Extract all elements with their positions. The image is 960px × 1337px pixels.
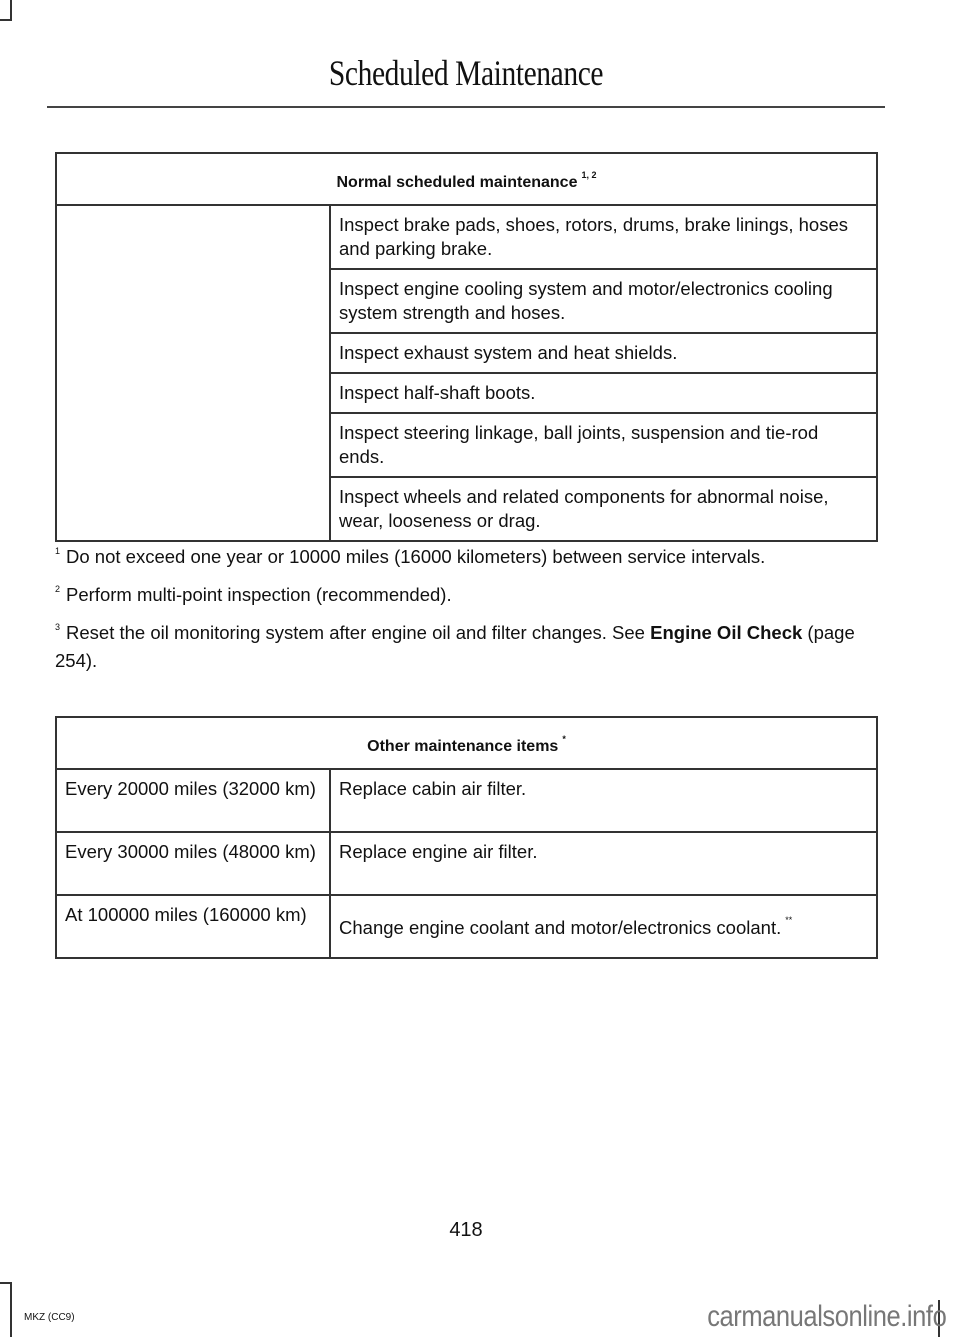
table-row: Inspect steering linkage, ball joints, suspension and tie-rod ends. <box>330 413 877 477</box>
page-title: Scheduled Maintenance <box>328 53 604 93</box>
table-row: Inspect engine cooling system and motor/electronics cooling system strength and hoses. <box>330 269 877 333</box>
watermark: carmanualsonline.info <box>706 1300 946 1333</box>
footnote: $^2$ Perform multi-point inspection (recommended). <box>55 584 452 605</box>
table-row: Inspect wheels and related components for abnormal noise, wear, looseness or drag. <box>330 477 877 541</box>
normal-maintenance-table <box>55 152 878 542</box>
engine-oil-check-link[interactable]: Engine Oil Check <box>650 622 803 643</box>
table-header: Normal scheduled maintenance $^{1, 2}$ <box>56 153 877 205</box>
other-maintenance-table <box>55 716 878 959</box>
crop-mark <box>10 0 12 20</box>
title-rule <box>47 106 885 108</box>
table-row: Inspect half-shaft boots. <box>330 373 877 413</box>
table-row: Inspect exhaust system and heat shields. <box>330 333 877 373</box>
crop-mark <box>10 1282 12 1337</box>
footnote: $^1$ Do not exceed one year or 10000 miles (16000 kilometers) between service intervals. <box>55 546 766 567</box>
interval-cell <box>56 205 330 541</box>
table-row: Inspect brake pads, shoes, rotors, drums, brake linings, hoses and parking brake. <box>330 205 877 269</box>
crop-mark <box>0 1282 12 1284</box>
crop-mark <box>0 19 12 21</box>
table-row: Every 30000 miles (48000 km) Replace engine air filter. <box>56 832 877 895</box>
table-header: Other maintenance items * <box>56 717 877 769</box>
page-number: 418 <box>449 1219 483 1241</box>
table-row: Every 20000 miles (32000 km) Replace cabin air filter. <box>56 769 877 832</box>
table-row: At 100000 miles (160000 km) Change engine coolant and motor/electronics coolant. ** <box>56 895 877 958</box>
footnote: $^3$ Reset the oil monitoring system after engine oil and filter changes. See Engine Oil Check (page 254). <box>55 622 855 671</box>
model-label: MKZ (CC9) <box>24 1312 75 1323</box>
